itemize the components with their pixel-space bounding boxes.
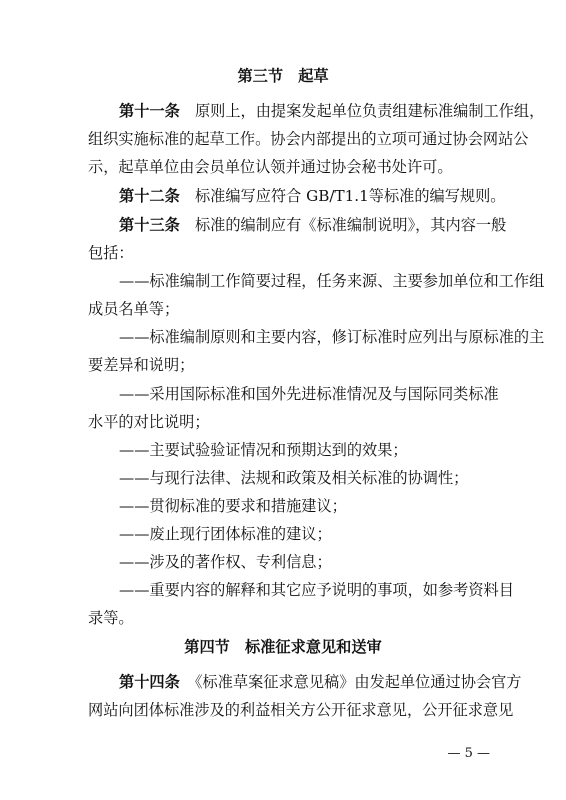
list-item-5: ——与现行法律、法规和政策及相关标准的协调性； [119,469,469,487]
list-item-9-line-1: ——重要内容的解释和其它应予说明的事项，如参考资料目 [119,581,514,599]
article-11-text-1: 原则上，由提案发起单位负责组建标准编制工作组， [179,102,545,120]
article-11-label: 第十一条 [119,102,180,120]
list-item-7: ——废止现行团体标准的建议； [119,525,332,543]
article-14-line-2: 网站向团体标准涉及的利益相关方公开征求意见，公开征求意见 [88,701,514,719]
list-item-1-line-2: 成员名单等； [88,300,180,318]
article-14-line-1 [119,672,522,692]
article-13-line-1 [119,215,507,235]
list-item-2-line-2: 要差异和说明； [88,356,195,374]
list-item-2-line-1: ——标准编制原则和主要内容，修订标准时应列出与原标准的主 [119,328,545,346]
article-13-line-2: 包括： [88,244,134,262]
article-12-line [119,186,506,206]
article-13-text-1: 标准的编制应有《标准编制说明》，其内容一般 [179,216,507,234]
article-11-line-2: 组织实施标准的起草工作。协会内部提出的立项可通过协会网站公 [88,130,529,148]
list-item-1-line-1: ——标准编制工作简要过程，任务来源、主要参加单位和工作组 [119,272,545,290]
article-12-text: 标准编写应符合 GB/T1.1等标准的编写规则。 [179,187,506,205]
article-14-label: 第十四条 [119,673,180,691]
list-item-3-line-1: ——采用国际标准和国外先进标准情况及与国际同类标准 [119,385,499,403]
article-14-text-1: 《标准草案征求意见稿》由发起单位通过协会官方 [179,673,522,691]
section-4-heading: 第四节 标准征求意见和送审 [184,638,382,656]
list-item-9-line-2: 录等。 [88,609,134,627]
list-item-6: ——贯彻标准的要求和措施建议； [119,497,347,515]
section-3-heading: 第三节 起草 [237,67,329,85]
page-number: — 5 — [447,746,490,761]
list-item-8: ——涉及的著作权、专利信息； [119,553,332,571]
article-13-label: 第十三条 [119,216,180,234]
article-11-line-3: 示，起草单位由会员单位认领并通过协会秘书处许可。 [88,158,453,176]
list-item-3-line-2: 水平的对比说明； [88,413,210,431]
article-11-line-1 [119,101,545,121]
article-12-label: 第十二条 [119,187,180,205]
list-item-4: ——主要试验验证情况和预期达到的效果； [119,441,408,459]
